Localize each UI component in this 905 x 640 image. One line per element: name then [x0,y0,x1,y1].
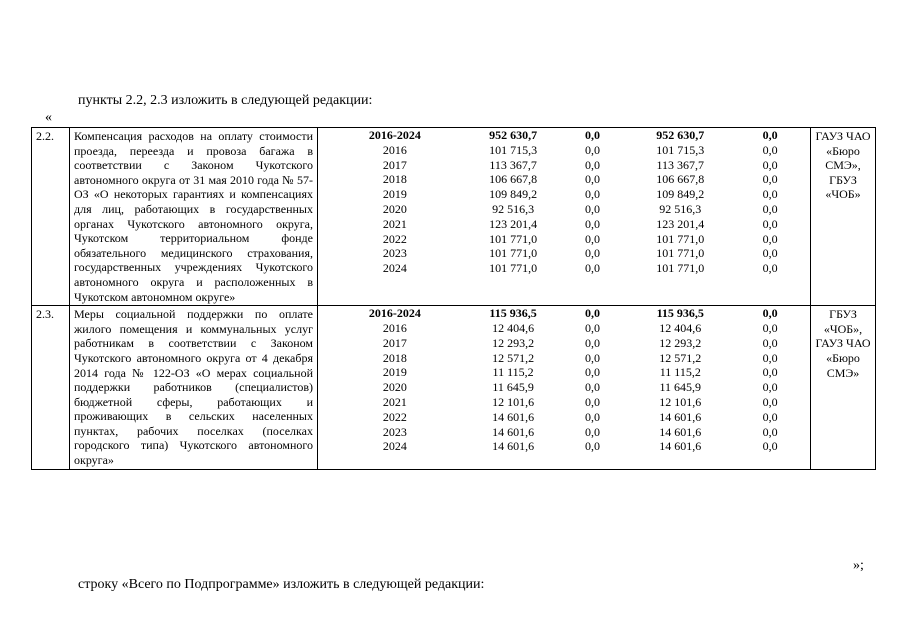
total-amount-cell: 12 101,6 [492,394,535,409]
other-amount-cell: 0,0 [762,439,778,454]
regional-amount-cell: 952 630,7 [656,128,705,142]
regional-amount-cell: 14 601,6 [659,424,702,439]
total-amount-cell: 12 293,2 [492,335,535,350]
intro-text: пункты 2.2, 2.3 изложить в следующей редакции: [78,93,373,108]
funding-year-row [318,187,810,202]
federal-amount-cell: 0,0 [584,201,600,216]
item-number: 2.3. [32,306,70,470]
year-cell: 2021 [382,216,407,231]
regional-amount-cell: 12 571,2 [659,350,702,365]
total-amount-cell: 12 571,2 [492,350,535,365]
regional-amount-cell: 101 771,0 [656,261,705,276]
other-amount-cell: 0,0 [762,142,778,157]
federal-amount-cell: 0,0 [584,128,600,142]
funding-year-row [318,425,810,440]
regional-amount-cell: 12 404,6 [659,320,702,335]
funding-year-row [318,439,810,454]
other-amount-cell: 0,0 [762,394,778,409]
other-amount-cell: 0,0 [762,246,778,261]
closing-quote: »; [853,558,864,573]
regional-amount-cell: 113 367,7 [656,157,705,172]
table-row [32,128,876,306]
table-row [32,306,876,470]
funding-year-row [318,365,810,380]
other-amount-cell: 0,0 [762,380,778,395]
funding-year-row [318,143,810,158]
other-amount-cell: 0,0 [762,306,778,321]
year-cell: 2016 [382,320,407,335]
federal-amount-cell: 0,0 [584,172,600,187]
other-amount-cell: 0,0 [762,320,778,335]
regional-amount-cell: 109 849,2 [656,187,705,202]
regional-amount-cell: 14 601,6 [659,409,702,424]
federal-amount-cell: 0,0 [584,246,600,261]
total-amount-cell: 952 630,7 [489,128,538,142]
federal-amount-cell: 0,0 [584,261,600,276]
funding-total-row [318,128,810,143]
year-cell: 2020 [382,201,407,216]
total-amount-cell: 12 404,6 [492,320,535,335]
total-amount-cell: 14 601,6 [492,439,535,454]
funding-year-row [318,172,810,187]
federal-amount-cell: 0,0 [584,365,600,380]
total-amount-cell: 101 771,0 [489,231,538,246]
total-amount-cell: 101 771,0 [489,246,538,261]
year-cell: 2018 [382,172,407,187]
funding-year-row [318,246,810,261]
funding-year-row [318,321,810,336]
regional-amount-cell: 123 201,4 [656,216,705,231]
regional-amount-cell: 11 115,2 [659,365,701,380]
regional-amount-cell: 101 771,0 [656,231,705,246]
year-cell: 2022 [382,231,407,246]
funding-total-row [318,306,810,321]
total-amount-cell: 14 601,6 [492,409,535,424]
regional-amount-cell: 12 101,6 [659,394,702,409]
other-amount-cell: 0,0 [762,157,778,172]
opening-quote: « [45,110,52,125]
funding-year-row [318,351,810,366]
funding-year-row [318,395,810,410]
regional-amount-cell: 101 715,3 [656,142,705,157]
funding-year-row [318,410,810,425]
year-cell: 2024 [382,439,407,454]
federal-amount-cell: 0,0 [584,231,600,246]
federal-amount-cell: 0,0 [584,157,600,172]
total-amount-cell: 109 849,2 [489,187,538,202]
federal-amount-cell: 0,0 [584,409,600,424]
item-description: Компенсация расходов на оплату стоимости проезда, переезда и провоза багажа в соответствии с Законом Чукотского автономного округа от 31 мая 2010 года № 57-ОЗ «О некоторых гарантиях и компенсациях для лиц, работающих в государственных органах Чукотского автономного округа, Чукотском территориальном фонде обязательного медицинского страхования, государственных учреждениях Чукотского автономного округа и расположенных в Чукотском автономном округе» [70,128,318,306]
funding-year-row [318,380,810,395]
item-number: 2.2. [32,128,70,306]
other-amount-cell: 0,0 [762,350,778,365]
year-cell: 2016-2024 [368,128,421,142]
regional-amount-cell: 12 293,2 [659,335,702,350]
year-cell: 2021 [382,394,407,409]
year-cell: 2024 [382,261,407,276]
total-amount-cell: 101 771,0 [489,261,538,276]
federal-amount-cell: 0,0 [584,306,600,321]
regional-amount-cell: 106 667,8 [656,172,705,187]
item-executor: ГБУЗ «ЧОБ», ГАУЗ ЧАО «Бюро СМЭ» [811,306,876,470]
funding-block [318,128,811,306]
regional-amount-cell: 92 516,3 [659,201,702,216]
other-amount-cell: 0,0 [762,335,778,350]
year-cell: 2020 [382,380,407,395]
total-amount-cell: 101 715,3 [489,142,538,157]
total-amount-cell: 106 667,8 [489,172,538,187]
federal-amount-cell: 0,0 [584,394,600,409]
other-amount-cell: 0,0 [762,216,778,231]
regional-amount-cell: 11 645,9 [659,380,702,395]
total-amount-cell: 92 516,3 [492,201,535,216]
other-amount-cell: 0,0 [762,231,778,246]
federal-amount-cell: 0,0 [584,142,600,157]
table-body [32,128,876,470]
funding-year-row [318,217,810,232]
year-cell: 2023 [382,246,407,261]
year-cell: 2016-2024 [368,306,421,321]
other-amount-cell: 0,0 [762,187,778,202]
program-table [31,127,876,470]
other-amount-cell: 0,0 [762,172,778,187]
funding-year-row [318,202,810,217]
federal-amount-cell: 0,0 [584,320,600,335]
total-amount-cell: 115 936,5 [489,306,537,321]
total-amount-cell: 11 115,2 [492,365,534,380]
regional-amount-cell: 14 601,6 [659,439,702,454]
total-amount-cell: 11 645,9 [492,380,534,395]
regional-amount-cell: 115 936,5 [656,306,704,321]
item-description: Меры социальной поддержки по оплате жилого помещения и коммунальных услуг работникам в соответствии с Законом Чукотского автономного округа от 4 декабря 2014 года № 122-ОЗ «О мерах социальной поддержки работников (специалистов) бюджетной сферы, работающих и проживающих в сельских населенных пунктах, рабочих поселках (поселках городского типа) Чукотского автономного округа» [70,306,318,470]
funding-year-row [318,232,810,247]
federal-amount-cell: 0,0 [584,216,600,231]
total-amount-cell: 113 367,7 [489,157,537,172]
federal-amount-cell: 0,0 [584,424,600,439]
funding-block [318,306,811,470]
year-cell: 2017 [382,157,407,172]
year-cell: 2017 [382,335,407,350]
funding-year-row [318,261,810,276]
outro-text: строку «Всего по Подпрограмме» изложить в следующей редакции: [78,577,485,592]
year-cell: 2022 [382,409,407,424]
item-executor: ГАУЗ ЧАО «Бюро СМЭ», ГБУЗ «ЧОБ» [811,128,876,306]
other-amount-cell: 0,0 [762,201,778,216]
federal-amount-cell: 0,0 [584,380,600,395]
year-cell: 2019 [382,365,407,380]
year-cell: 2023 [382,424,407,439]
other-amount-cell: 0,0 [762,365,778,380]
other-amount-cell: 0,0 [762,424,778,439]
funding-year-row [318,336,810,351]
year-cell: 2016 [382,142,407,157]
year-cell: 2019 [382,187,407,202]
federal-amount-cell: 0,0 [584,187,600,202]
funding-year-row [318,158,810,173]
federal-amount-cell: 0,0 [584,439,600,454]
federal-amount-cell: 0,0 [584,335,600,350]
other-amount-cell: 0,0 [762,128,778,142]
federal-amount-cell: 0,0 [584,350,600,365]
total-amount-cell: 14 601,6 [492,424,535,439]
other-amount-cell: 0,0 [762,409,778,424]
other-amount-cell: 0,0 [762,261,778,276]
regional-amount-cell: 101 771,0 [656,246,705,261]
year-cell: 2018 [382,350,407,365]
total-amount-cell: 123 201,4 [489,216,538,231]
